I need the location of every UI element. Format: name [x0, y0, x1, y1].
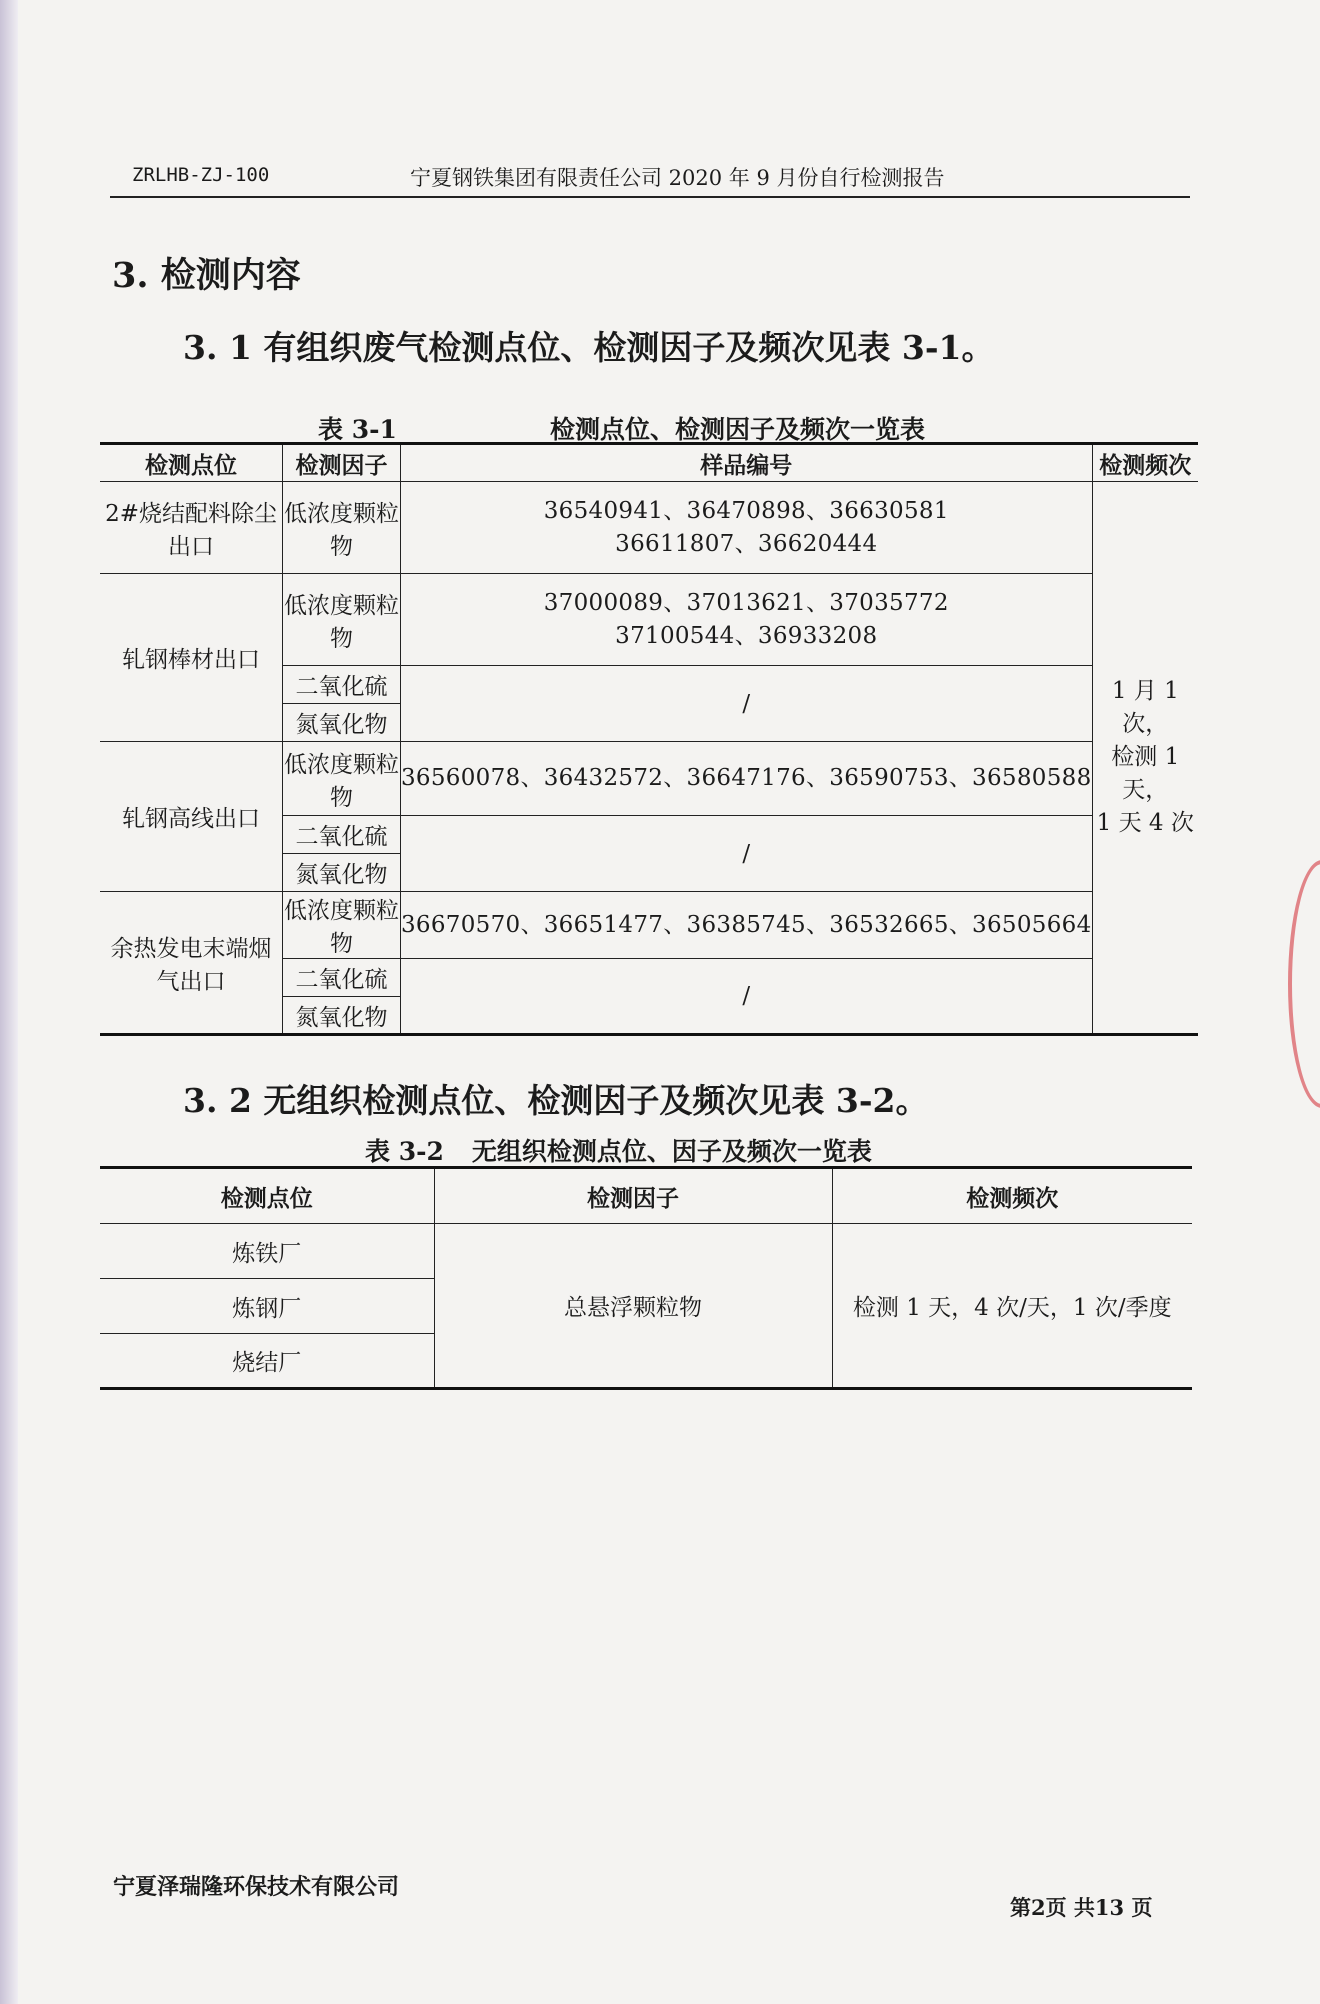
point-cell: 轧钢高线出口 — [100, 742, 283, 892]
sample-line: 36611807、36620444 — [615, 530, 878, 557]
table-row — [100, 574, 1198, 666]
point-cell: 余热发电末端烟气出口 — [100, 892, 283, 1035]
report-title: 宁夏钢铁集团有限责任公司 2020 年 9 月份自行检测报告 — [410, 166, 945, 190]
point-cell: 2#烧结配料除尘出口 — [100, 482, 283, 574]
sample-line: 36540941、36470898、36630581 — [543, 497, 949, 524]
table-row — [100, 1224, 1192, 1279]
sample-cell: / — [400, 959, 1092, 1035]
red-stamp-fragment — [1288, 860, 1320, 1108]
factor-cell: 低浓度颗粒物 — [283, 892, 401, 959]
table1-caption-number: 表 3-1 — [318, 415, 397, 444]
footer-company: 宁夏泽瑞隆环保技术有限公司 — [113, 1874, 400, 1900]
table-row — [100, 742, 1198, 816]
point-cell: 烧结厂 — [100, 1334, 434, 1389]
factor-cell: 二氧化硫 — [283, 959, 401, 997]
th-factor: 检测因子 — [283, 444, 401, 482]
th-frequency: 检测频次 — [832, 1168, 1192, 1224]
factor-cell: 二氧化硫 — [283, 816, 401, 854]
subsection-3-1-heading: 3. 1 有组织废气检测点位、检测因子及频次见表 3-1。 — [183, 328, 995, 367]
table2-caption-title: 无组织检测点位、因子及频次一览表 — [471, 1137, 872, 1166]
table2-caption — [365, 1132, 900, 1168]
frequency-cell: 检测 1 天，4 次/天，1 次/季度 — [832, 1224, 1192, 1389]
factor-cell: 低浓度颗粒物 — [283, 742, 401, 816]
subsection-3-2-heading: 3. 2 无组织检测点位、检测因子及频次见表 3-2。 — [183, 1081, 929, 1120]
fugitive-emission-table — [100, 1166, 1192, 1390]
point-cell: 轧钢棒材出口 — [100, 574, 283, 742]
th-factor: 检测因子 — [434, 1168, 832, 1224]
table-row — [100, 892, 1198, 959]
frequency-line: 检测 1 天， — [1111, 744, 1180, 803]
sample-cell: 36560078、36432572、36647176、36590753、36580588 — [400, 742, 1092, 816]
th-point: 检测点位 — [100, 1168, 434, 1224]
sample-line: 37000089、37013621、37035772 — [543, 589, 949, 616]
factor-cell: 低浓度颗粒物 — [283, 482, 401, 574]
sample-cell: / — [400, 666, 1092, 742]
point-cell: 炼铁厂 — [100, 1224, 434, 1279]
frequency-line: 1 天 4 次 — [1096, 810, 1194, 836]
page-header — [110, 160, 1190, 198]
table-row — [100, 482, 1198, 574]
table2-header-row — [100, 1168, 1192, 1224]
sample-cell — [400, 574, 1092, 666]
factor-cell: 氮氧化物 — [283, 997, 401, 1035]
th-point: 检测点位 — [100, 444, 283, 482]
frequency-line: 1 月 1 次， — [1111, 678, 1179, 737]
frequency-cell — [1092, 482, 1198, 1035]
th-sample-no: 样品编号 — [400, 444, 1092, 482]
sample-cell — [400, 482, 1092, 574]
page-number: 第2页 共13 页 — [1010, 1895, 1153, 1920]
sample-cell: / — [400, 816, 1092, 892]
table1-header-row — [100, 444, 1198, 482]
page-edge-shadow — [0, 0, 18, 2004]
factor-cell: 低浓度颗粒物 — [283, 574, 401, 666]
organized-emission-table — [100, 442, 1198, 1036]
section-heading: 3. 检测内容 — [112, 255, 301, 296]
factor-cell: 氮氧化物 — [283, 704, 401, 742]
sample-line: 37100544、36933208 — [615, 622, 878, 649]
factor-cell: 总悬浮颗粒物 — [434, 1224, 832, 1389]
point-cell: 炼钢厂 — [100, 1279, 434, 1334]
factor-cell: 二氧化硫 — [283, 666, 401, 704]
sample-cell: 36670570、36651477、36385745、36532665、36505664 — [400, 892, 1092, 959]
th-frequency: 检测频次 — [1092, 444, 1198, 482]
factor-cell: 氮氧化物 — [283, 854, 401, 892]
doc-code: ZRLHB-ZJ-100 — [132, 164, 270, 186]
table1-caption-title: 检测点位、检测因子及频次一览表 — [550, 415, 926, 444]
table2-caption-number: 表 3-2 — [365, 1137, 444, 1166]
